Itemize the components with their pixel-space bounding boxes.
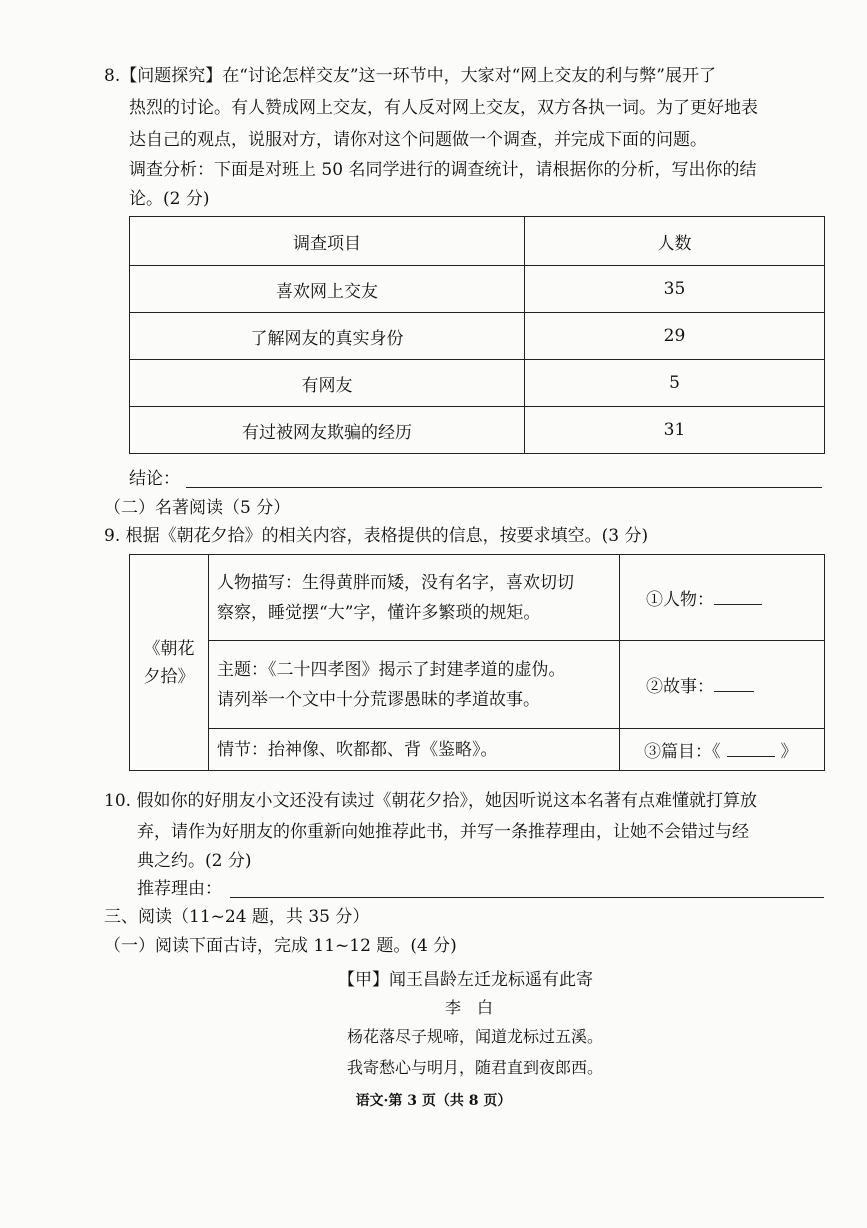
- table-row: [130, 641, 825, 729]
- row-item: 了解网友的真实身份: [130, 313, 525, 360]
- q10-line-2: 弃，请作为好朋友的你重新向她推荐此书，并写一条推荐理由，让她不会错过与经: [137, 822, 749, 842]
- q8-line-1: 8.【问题探究】在“讨论怎样交友”这一环节中，大家对“网上交友的利与弊”展开了: [104, 66, 716, 86]
- q8-line-2: 热烈的讨论。有人赞成网上交友，有人反对网上交友，双方各执一词。为了更好地表: [129, 98, 758, 118]
- conclusion-answer-line[interactable]: [186, 487, 822, 488]
- q8-line-4: 调查分析：下面是对班上 50 名同学进行的调查统计，请根据你的分析，写出你的结: [129, 160, 757, 180]
- q8-line-3: 达自己的观点，说服对方，请你对这个问题做一个调查，并完成下面的问题。: [129, 130, 707, 150]
- answer-character[interactable]: [620, 555, 825, 641]
- q8-line-5: 论。(2 分): [129, 189, 210, 209]
- answer-label: ①人物：: [646, 590, 714, 610]
- answer-story[interactable]: [620, 641, 825, 729]
- reason-label: 推荐理由：: [137, 879, 222, 899]
- book-reading-table: [129, 554, 825, 771]
- desc-line: 人物描写：生得黄胖而矮，没有名字，喜欢切切: [217, 572, 574, 593]
- poem-line-2: 我寄愁心与明月，随君直到夜郎西。: [347, 1058, 604, 1077]
- plot-description: [209, 729, 620, 771]
- row-count: 29: [525, 313, 825, 360]
- character-description: [209, 555, 620, 641]
- answer-blank[interactable]: [714, 673, 754, 692]
- poem-title: 【甲】闻王昌龄左迁龙标遥有此寄: [338, 970, 593, 990]
- row-item: 有网友: [130, 360, 525, 407]
- q10-line-3: 典之约。(2 分): [137, 851, 252, 871]
- desc-line: 情节：抬神像、吹都都、背《鉴略》。: [217, 739, 498, 760]
- desc-line: 请列举一个文中十分荒谬愚昧的孝道故事。: [217, 689, 540, 710]
- section-2-heading: （二）名著阅读（5 分）: [104, 498, 291, 518]
- answer-label-end: 》: [780, 742, 798, 762]
- section-3-heading: 三、阅读（11~24 题，共 35 分）: [104, 907, 370, 927]
- page-footer: 语文·第 3 页（共 8 页）: [355, 1093, 512, 1109]
- answer-label: ③篇目：《: [644, 742, 721, 762]
- conclusion-label: 结论：: [129, 469, 180, 489]
- poem-line-1: 杨花落尽子规啼，闻道龙标过五溪。: [347, 1027, 604, 1046]
- answer-label: ②故事：: [646, 677, 714, 697]
- table-row: [130, 313, 825, 360]
- table-row: [130, 555, 825, 641]
- desc-line: 察察，睡觉摆“大”字，懂许多繁琐的规矩。: [217, 602, 541, 623]
- table-header-row: [130, 217, 825, 266]
- header-item: 调查项目: [130, 217, 525, 266]
- row-count: 5: [525, 360, 825, 407]
- reason-answer-line[interactable]: [230, 897, 824, 898]
- row-item: 喜欢网上交友: [130, 266, 525, 313]
- answer-blank[interactable]: [714, 586, 762, 605]
- book-title-cell: [130, 555, 209, 771]
- q9-prompt: 9. 根据《朝花夕拾》的相关内容，表格提供的信息，按要求填空。(3 分): [104, 526, 649, 546]
- row-count: 31: [525, 407, 825, 454]
- q10-line-1: 10. 假如你的好朋友小文还没有读过《朝花夕拾》，她因听说这本名著有点难懂就打算放: [104, 791, 757, 811]
- table-row: [130, 360, 825, 407]
- row-count: 35: [525, 266, 825, 313]
- poem-author: 李 白: [445, 998, 494, 1017]
- theme-description: [209, 641, 620, 729]
- header-count: 人数: [525, 217, 825, 266]
- book-title-line-1: 《朝花: [143, 638, 195, 659]
- answer-blank[interactable]: [727, 738, 775, 757]
- desc-line: 主题：《二十四孝图》揭示了封建孝道的虚伪。: [217, 659, 566, 680]
- answer-chapter[interactable]: [620, 729, 825, 771]
- table-row: [130, 266, 825, 313]
- table-row: [130, 729, 825, 771]
- row-item: 有过被网友欺骗的经历: [130, 407, 525, 454]
- survey-table: [129, 216, 825, 454]
- table-row: [130, 407, 825, 454]
- book-title-line-2: 夕拾》: [143, 666, 195, 687]
- section-3-subheading: （一）阅读下面古诗，完成 11~12 题。(4 分): [104, 936, 457, 956]
